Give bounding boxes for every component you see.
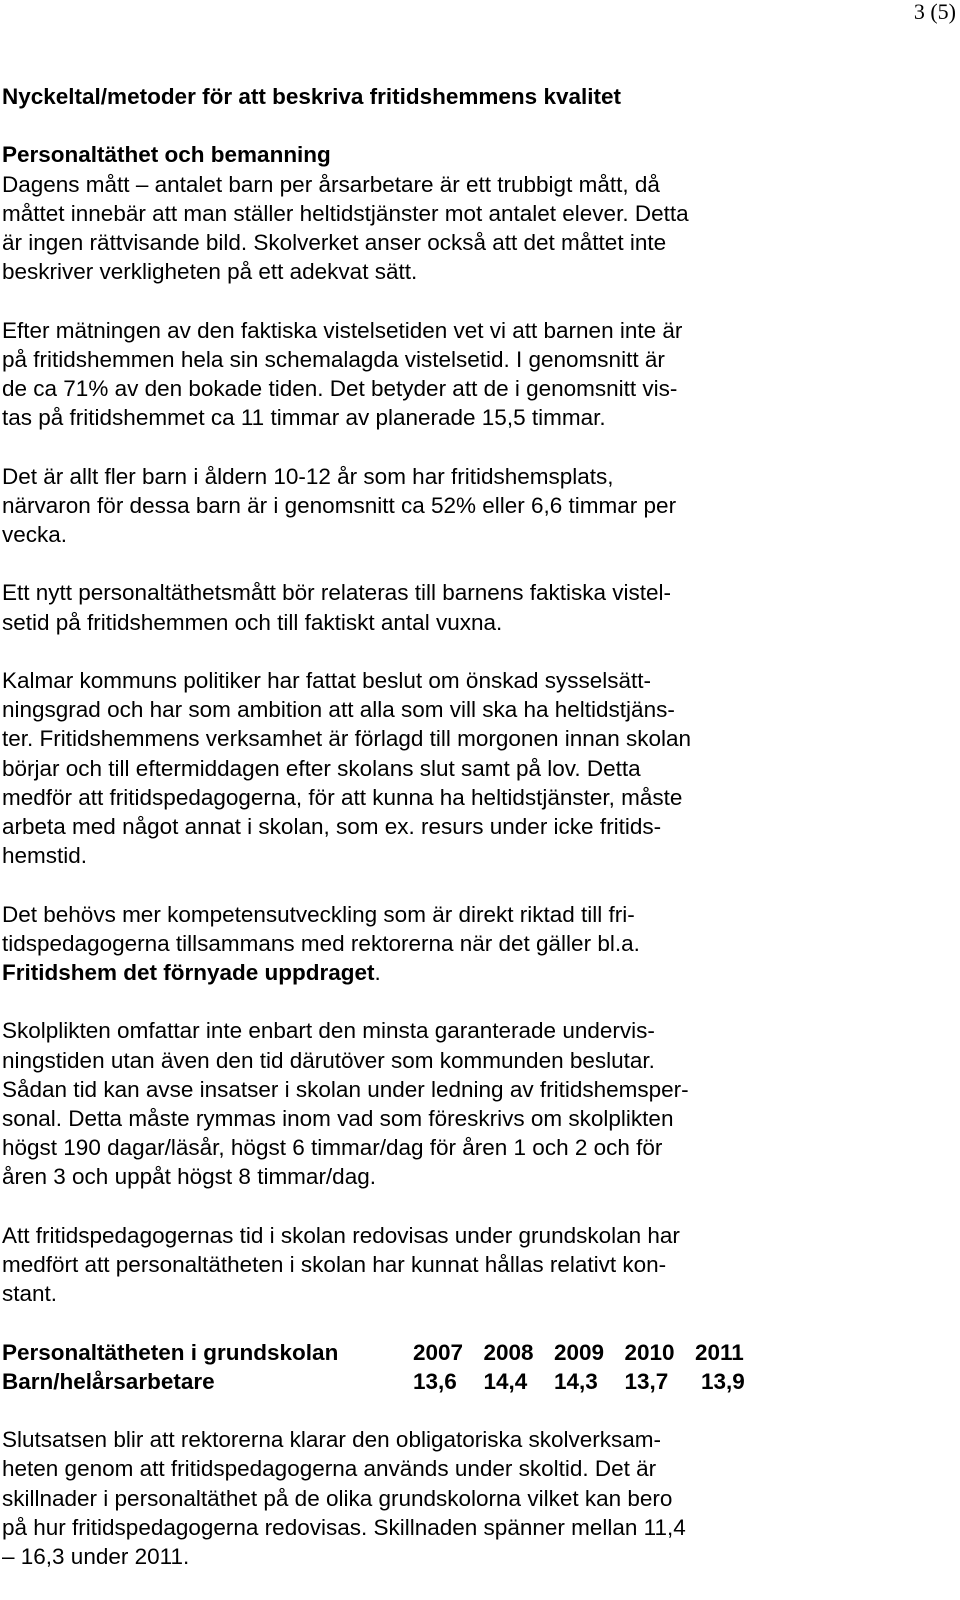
table-header-label: Personaltätheten i grundskolan: [2, 1339, 339, 1365]
year-cell: 2010: [624, 1339, 675, 1365]
document-title: Nyckeltal/metoder för att beskriva fritidshemmens kvalitet: [2, 84, 621, 109]
text-line: arbeta med något annat i skolan, som ex. resurs under icke fritids-: [2, 814, 662, 839]
text-line: beskriver verkligheten på ett adekvat sätt.: [2, 259, 418, 285]
text-line: Sådan tid kan avse insatser i skolan under ledning av fritidshemsper-: [2, 1076, 689, 1102]
text-line: ter. Fritidshemmens verksamhet är förlagd till morgonen innan skolan: [2, 726, 692, 752]
paragraph-competence: [2, 900, 802, 988]
text-line: Kalmar kommuns politiker har fattat beslut om önskad sysselsätt-: [2, 667, 652, 693]
text-line: Att fritidspedagogernas tid i skolan redovisas under grundskolan har: [2, 1222, 680, 1248]
table-row-label: Barn/helårsarbetare: [2, 1368, 215, 1394]
section-heading: Personaltäthet och bemanning: [2, 142, 331, 168]
text-line: medfört att personaltätheten i skolan har kunnat hållas relativt kon-: [2, 1252, 667, 1277]
text-line: är ingen rättvisande bild. Skolverket anser också att det måttet inte: [2, 230, 667, 255]
staff-density-table: [2, 1338, 772, 1396]
value-cell: 13,7: [624, 1368, 669, 1394]
text-line: setid på fritidshemmen och till faktiskt antal vuxna.: [2, 609, 503, 635]
text-line: de ca 71% av den bokade tiden. Det betyder att de i genomsnitt vis-: [2, 376, 678, 401]
text-line: Ett nytt personaltäthetsmått bör relateras till barnens faktiska vistel-: [2, 580, 672, 606]
text-line: åren 3 och uppåt högst 8 timmar/dag.: [2, 1164, 376, 1190]
text-line: Det är allt fler barn i åldern 10-12 år som har fritidshemsplats,: [2, 463, 614, 489]
paragraph-attendance: [2, 316, 802, 433]
text-line: Det behövs mer kompetensutveckling som är direkt riktad till fri-: [2, 901, 635, 927]
table-header-row: [2, 1338, 772, 1367]
text-line: tas på fritidshemmet ca 11 timmar av planerade 15,5 timmar.: [2, 405, 606, 431]
text-line: ningsgrad och har som ambition att alla som vill ska ha heltidstjäns-: [2, 697, 675, 723]
paragraph-older-children: [2, 462, 802, 550]
text-line: – 16,3 under 2011.: [2, 1544, 190, 1569]
text-line: medför att fritidspedagogerna, för att kunna ha heltidstjänster, måste: [2, 784, 683, 810]
text-line: på fritidshemmen hela sin schemalagda vistelsetid. I genomsnitt är: [2, 346, 665, 372]
text-line: stant.: [2, 1281, 58, 1307]
paragraph-measure-critique: [2, 170, 802, 287]
year-cell: 2008: [483, 1339, 534, 1365]
text-line: ningstiden utan även den tid därutöver som kommunden beslutar.: [2, 1047, 655, 1073]
value-cell: 14,4: [483, 1368, 528, 1394]
table-row: [2, 1367, 772, 1396]
paragraph-conclusion: [2, 1425, 802, 1571]
text-line: Skolplikten omfattar inte enbart den minsta garanterade undervis-: [2, 1018, 655, 1044]
year-cell: 2011: [695, 1339, 744, 1365]
text-line: tidspedagogerna tillsammans med rektorerna när det gäller bl.a.: [2, 930, 640, 956]
paragraph-staff-density: [2, 1221, 802, 1309]
text-line: skillnader i personaltäthet på de olika grundskolorna vilket kan bero: [2, 1485, 673, 1511]
text-line: Slutsatsen blir att rektorerna klarar den obligatoriska skolverksam-: [2, 1427, 662, 1453]
text-line: sonal. Detta måste rymmas inom vad som föreskrivs om skolplikten: [2, 1106, 674, 1131]
text-line: måttet innebär att man ställer heltidstjänster mot antalet elever. Detta: [2, 200, 689, 226]
reference-suffix: .: [374, 960, 381, 985]
value-cell: 14,3: [554, 1368, 598, 1394]
text-line: närvaron för dessa barn är i genomsnitt ca 52% eller 6,6 timmar per: [2, 492, 677, 518]
text-line-reference: [2, 958, 802, 987]
paragraph-new-measure: [2, 578, 802, 636]
text-line: hemstid.: [2, 843, 88, 869]
text-line: Dagens mått – antalet barn per årsarbetare är ett trubbigt mått, då: [2, 171, 660, 197]
text-line: börjar och till eftermiddagen efter skolans slut samt på lov. Detta: [2, 755, 641, 781]
text-line: heten genom att fritidspedagogerna används under skoltid. Det är: [2, 1456, 657, 1482]
text-line: vecka.: [2, 522, 68, 547]
paragraph-employment: [2, 666, 802, 870]
value-cell: 13,9: [701, 1368, 745, 1394]
value-cell: 13,6: [413, 1368, 457, 1394]
paragraph-compulsory-school: [2, 1016, 802, 1191]
document-body: [2, 82, 802, 1600]
year-cell: 2009: [554, 1339, 605, 1365]
bold-reference: Fritidshem det förnyade uppdraget: [2, 960, 375, 985]
text-line: högst 190 dagar/läsår, högst 6 timmar/dag för åren 1 och 2 och för: [2, 1135, 663, 1161]
text-line: Efter mätningen av den faktiska vistelsetiden vet vi att barnen inte är: [2, 317, 683, 343]
year-cell: 2007: [413, 1339, 464, 1365]
page-number: 3 (5): [913, 0, 956, 24]
text-line: på hur fritidspedagogerna redovisas. Skillnaden spänner mellan 11,4: [2, 1514, 686, 1540]
